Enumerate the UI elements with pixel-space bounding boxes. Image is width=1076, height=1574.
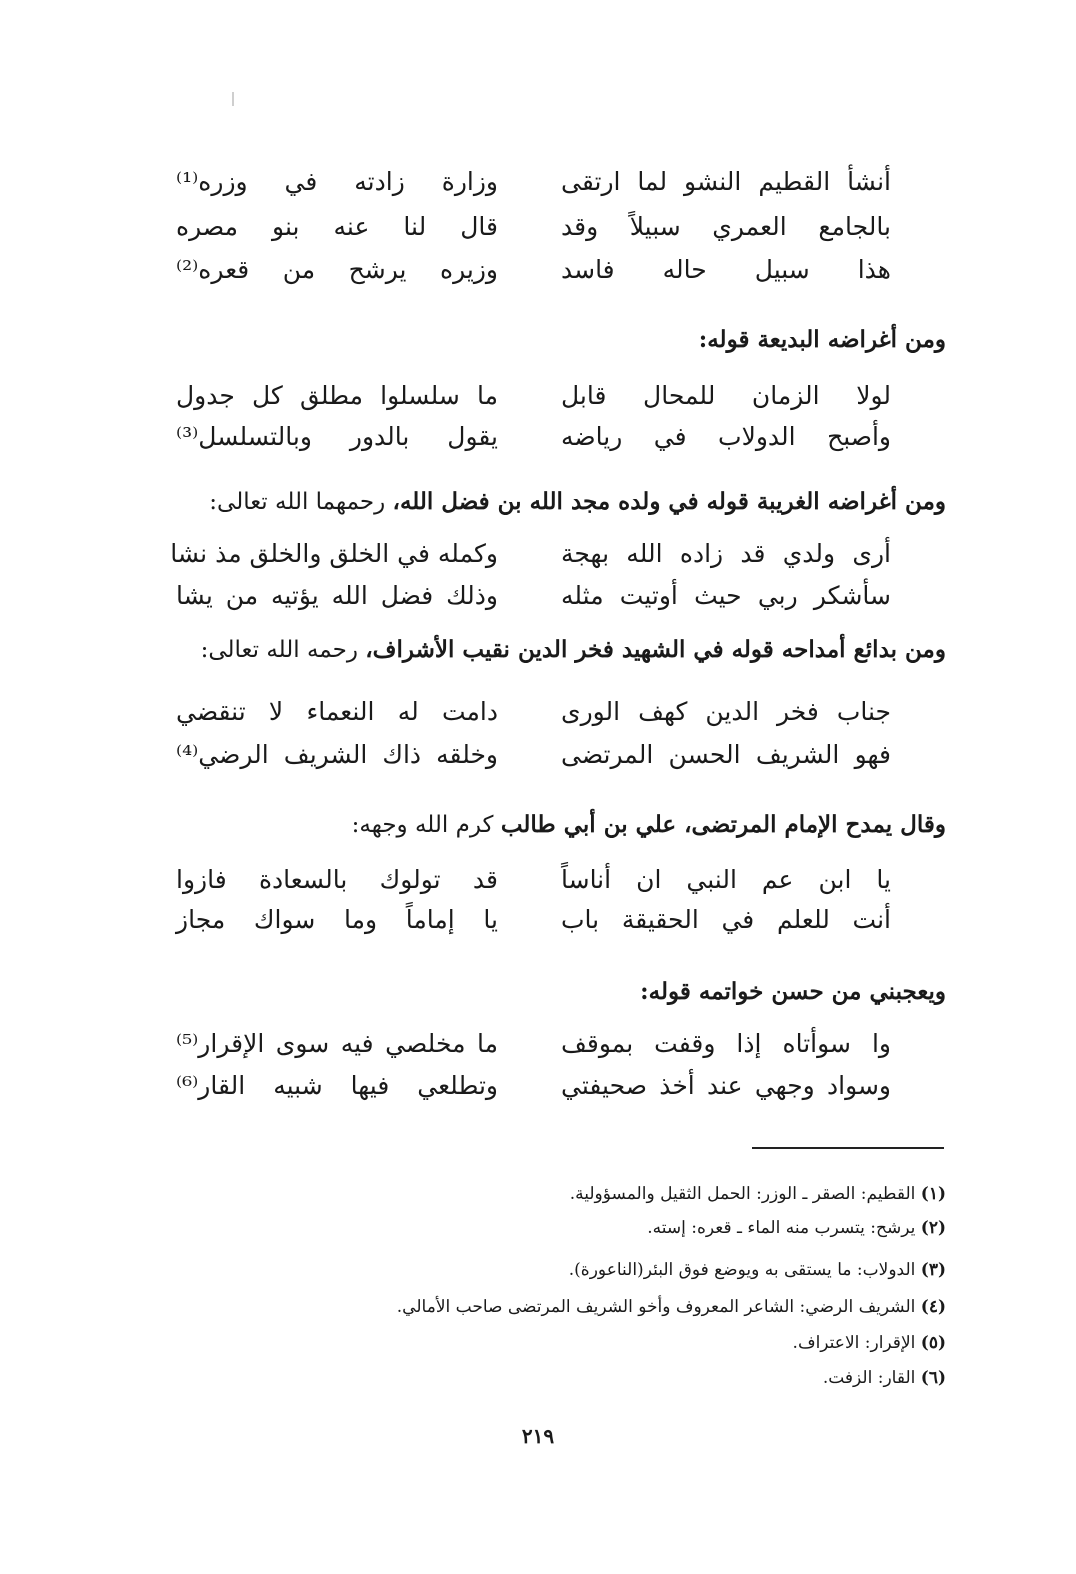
intro-bold-text: ومن أغراضه الغريبة قوله في ولده مجد الله بن فضل الله،: [392, 488, 946, 515]
footnote-text: الإقرار: الاعتراف.: [792, 1333, 921, 1353]
verse: [176, 1064, 946, 1108]
footnote-text: القطيم: الصقر ـ الوزر: الحمل الثقيل والمسؤولية.: [569, 1184, 921, 1204]
footnote: [570, 1180, 946, 1208]
footnote-text: القار: الزفت.: [822, 1368, 921, 1388]
verse-second-hemistich: وزيره يرشح من قعره⁽²⁾: [176, 255, 498, 284]
intro-rest-text: رحمهما الله تعالى:: [209, 489, 393, 515]
footnote: [647, 1214, 946, 1242]
footnote-text: الشريف الرضي: الشاعر المعروف وأخو الشريف المرتضى صاحب الأمالي.: [396, 1297, 921, 1317]
verse-first-hemistich: وا سوأتاه إذا وقفت بموقف: [561, 1029, 891, 1058]
page-number: ٢١٩: [521, 1424, 555, 1448]
footnote-text: يرشح: يتسرب منه الماء ـ قعره: إسته.: [647, 1218, 921, 1238]
verse-first-hemistich: يا ابن عم النبي ان أناساً: [561, 865, 891, 894]
verse-first-hemistich: فهو الشريف الحسن المرتضى: [561, 740, 891, 769]
verse-second-hemistich: ما سلسلوا مطلق كل جدول: [176, 381, 498, 410]
verse: [176, 858, 946, 902]
verse: [176, 374, 946, 418]
verse-second-hemistich: وذلك فضل الله يؤتيه من يشا: [176, 581, 498, 610]
verse-first-hemistich: أنشأ القطيم النشو لما ارتقى: [561, 167, 891, 196]
footnote: [823, 1364, 946, 1392]
verse-first-hemistich: وسواد وجهي عند أخذ صحيفتي: [561, 1071, 891, 1100]
footnote-number: (٢): [920, 1218, 946, 1238]
verse-second-hemistich: وتطلعي فيها شبيه القار⁽⁶⁾: [176, 1071, 498, 1100]
footnote-divider: [752, 1147, 944, 1149]
footnote: [569, 1256, 946, 1284]
footnote-number: (٣): [920, 1260, 946, 1280]
footnote: [793, 1329, 946, 1357]
footnote-number: (١): [920, 1184, 946, 1204]
verse-first-hemistich: أنت للعلم في الحقيقة باب: [561, 905, 891, 934]
section-intro: ومن أغراضه البديعة قوله:: [698, 326, 946, 353]
verse-second-hemistich: يقول بالدور وبالتسلسل⁽³⁾: [176, 422, 498, 451]
verse-second-hemistich: وزارة زادته في وزره⁽¹⁾: [176, 167, 498, 196]
verse-first-hemistich: أرى ولدي قد زاده الله بهجة: [561, 539, 891, 568]
verse-second-hemistich: قال لنا عنه بنو مصره: [176, 212, 498, 241]
verse: [176, 248, 946, 292]
verse-second-hemistich: وخلقه ذاك الشريف الرضي⁽⁴⁾: [176, 740, 498, 769]
verse: [176, 733, 946, 777]
footnote-number: (٦): [920, 1368, 946, 1388]
verse: [170, 532, 946, 576]
verse-second-hemistich: ما مخلصي فيه سوى الإقرار⁽⁵⁾: [176, 1029, 498, 1058]
scan-mark: [232, 92, 234, 106]
verse-second-hemistich: قد تولوك بالسعادة فازوا: [176, 865, 498, 894]
verse-second-hemistich: يا إماماً وما سواك مجاز: [176, 905, 498, 934]
verse-first-hemistich: بالجامع العمري سبيلاً وقد: [561, 212, 891, 241]
verse-first-hemistich: جناب فخر الدين كهف الورى: [561, 697, 891, 726]
verse: [176, 898, 946, 942]
verse: [176, 574, 946, 618]
verse-first-hemistich: لولا الزمان للمحال قابل: [561, 381, 891, 410]
verse: [176, 1022, 946, 1066]
footnote: [397, 1293, 946, 1321]
section-intro: [352, 805, 946, 845]
footnote-number: (٤): [920, 1297, 946, 1317]
verse: [176, 160, 946, 204]
verse-first-hemistich: وأصبح الدولاب في رياضه: [561, 422, 891, 451]
intro-rest-text: رحمه الله تعالى:: [200, 637, 366, 663]
verse: [176, 205, 946, 249]
intro-bold-text: وقال يمدح الإمام المرتضى، علي بن أبي طالب: [500, 811, 946, 838]
verse-second-hemistich: دامت له النعماء لا تنقضي: [176, 697, 498, 726]
footnote-text: الدولاب: ما يستقى به ويوضع فوق البئر(الناعورة).: [568, 1260, 921, 1280]
verse: [176, 690, 946, 734]
verse-first-hemistich: سأشكر ربي حيث أوتيت مثله: [561, 581, 891, 610]
footnote-number: (٥): [920, 1333, 946, 1353]
verse: [176, 415, 946, 459]
section-intro: [209, 482, 946, 522]
section-intro: ويعجبني من حسن خواتمه قوله:: [640, 978, 946, 1005]
intro-bold-text: ومن بدائع أمداحه قوله في الشهيد فخر الدين نقيب الأشراف،: [365, 636, 946, 663]
intro-rest-text: كرم الله وجهه:: [351, 812, 501, 838]
verse-second-hemistich: وكمله في الخلق والخلق مذ نشا: [170, 539, 498, 568]
section-intro: [201, 630, 946, 670]
verse-first-hemistich: هذا سبيل حاله فاسد: [561, 255, 891, 284]
